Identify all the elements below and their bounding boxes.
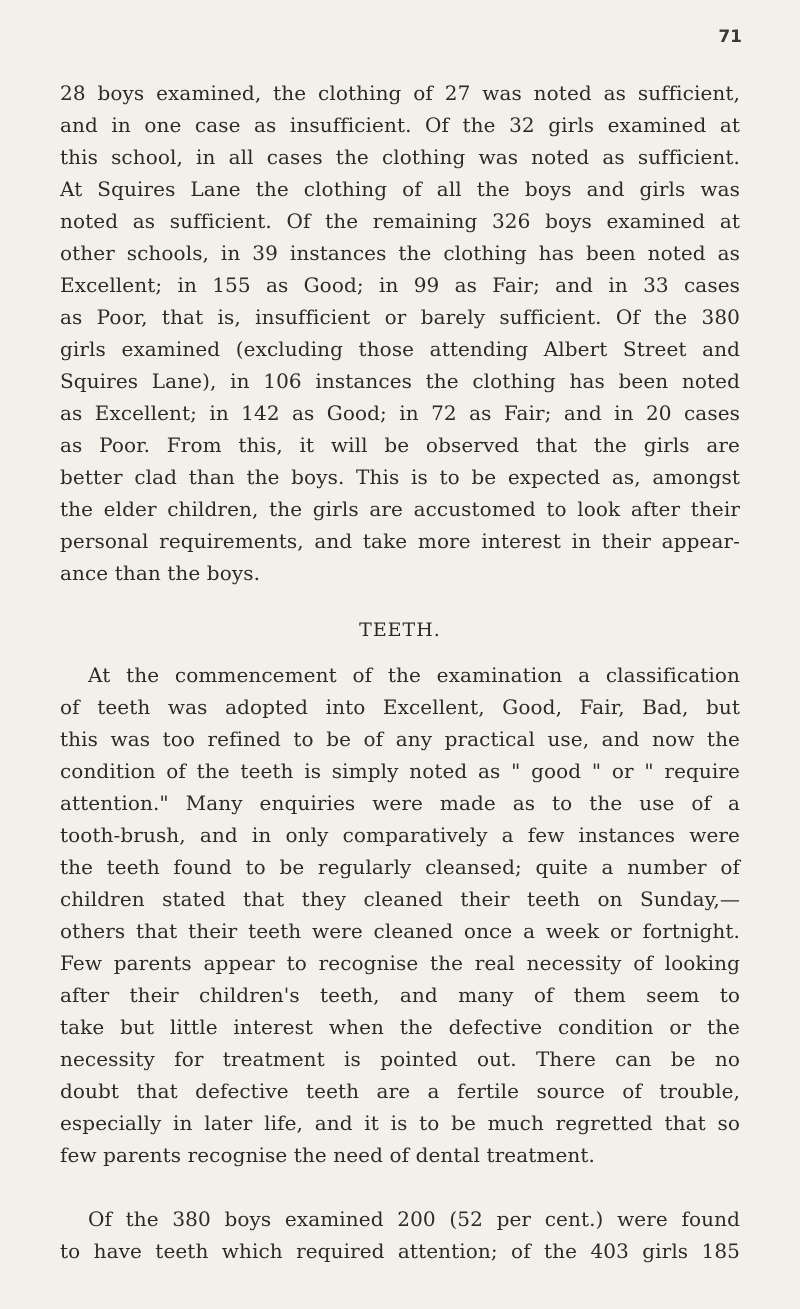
- paragraph-line: Of the 380 boys examined 200 (52 per cent.) were found: [88, 1207, 740, 1231]
- paragraph-line: Few parents appear to recognise the real necessity of looking: [60, 951, 740, 975]
- paragraph-line: few parents recognise the need of dental treatment.: [60, 1143, 595, 1167]
- paragraph-line: personal requirements, and take more interest in their appear-: [60, 529, 740, 553]
- paragraph-line: condition of the teeth is simply noted as " good " or " require: [60, 759, 740, 783]
- paragraph-line: as Excellent; in 142 as Good; in 72 as Fair; and in 20 cases: [60, 401, 740, 425]
- clothing-paragraph: [60, 77, 740, 589]
- paragraph-line: the elder children, the girls are accustomed to look after their: [60, 497, 740, 521]
- paragraph-line: Squires Lane), in 106 instances the clothing has been noted: [60, 369, 740, 393]
- paragraph-line: children stated that they cleaned their teeth on Sunday,—: [60, 887, 740, 911]
- paragraph-line: after their children's teeth, and many of them seem to: [60, 983, 740, 1007]
- paragraph-line: At the commencement of the examination a classification: [88, 663, 740, 687]
- paragraph-line: take but little interest when the defective condition or the: [60, 1015, 740, 1039]
- paragraph-line: tooth-brush, and in only comparatively a few instances were: [60, 823, 740, 847]
- teeth-statistics-paragraph: [60, 1203, 740, 1267]
- paragraph-line: girls examined (excluding those attending Albert Street and: [60, 337, 740, 361]
- paragraph-line: ance than the boys.: [60, 561, 261, 585]
- teeth-paragraph: [60, 659, 740, 1171]
- paragraph-line: better clad than the boys. This is to be expected as, amongst: [60, 465, 740, 489]
- section-heading-teeth: TEETH.: [359, 619, 441, 641]
- paragraph-line: doubt that defective teeth are a fertile source of trouble,: [60, 1079, 740, 1103]
- paragraph-line: 28 boys examined, the clothing of 27 was noted as sufficient,: [60, 81, 740, 105]
- paragraph-line: and in one case as insufficient. Of the 32 girls examined at: [60, 113, 740, 137]
- paragraph-line: necessity for treatment is pointed out. There can be no: [60, 1047, 740, 1071]
- paragraph-line: noted as sufficient. Of the remaining 326 boys examined at: [60, 209, 740, 233]
- paragraph-line: others that their teeth were cleaned once a week or fortnight.: [60, 919, 740, 943]
- paragraph-line: to have teeth which required attention; of the 403 girls 185: [60, 1239, 740, 1263]
- paragraph-line: of teeth was adopted into Excellent, Good, Fair, Bad, but: [60, 695, 740, 719]
- paragraph-line: as Poor. From this, it will be observed that the girls are: [60, 433, 740, 457]
- paragraph-line: this was too refined to be of any practical use, and now the: [60, 727, 740, 751]
- paragraph-line: attention." Many enquiries were made as to the use of a: [60, 791, 740, 815]
- paragraph-line: especially in later life, and it is to be much regretted that so: [60, 1111, 740, 1135]
- paragraph-line: At Squires Lane the clothing of all the boys and girls was: [60, 177, 740, 201]
- paragraph-line: the teeth found to be regularly cleansed; quite a number of: [60, 855, 740, 879]
- page-number: 71: [718, 27, 742, 47]
- paragraph-line: this school, in all cases the clothing was noted as sufficient.: [60, 145, 740, 169]
- paragraph-line: as Poor, that is, insufficient or barely sufficient. Of the 380: [60, 305, 740, 329]
- paragraph-line: Excellent; in 155 as Good; in 99 as Fair; and in 33 cases: [60, 273, 740, 297]
- paragraph-line: other schools, in 39 instances the clothing has been noted as: [60, 241, 740, 265]
